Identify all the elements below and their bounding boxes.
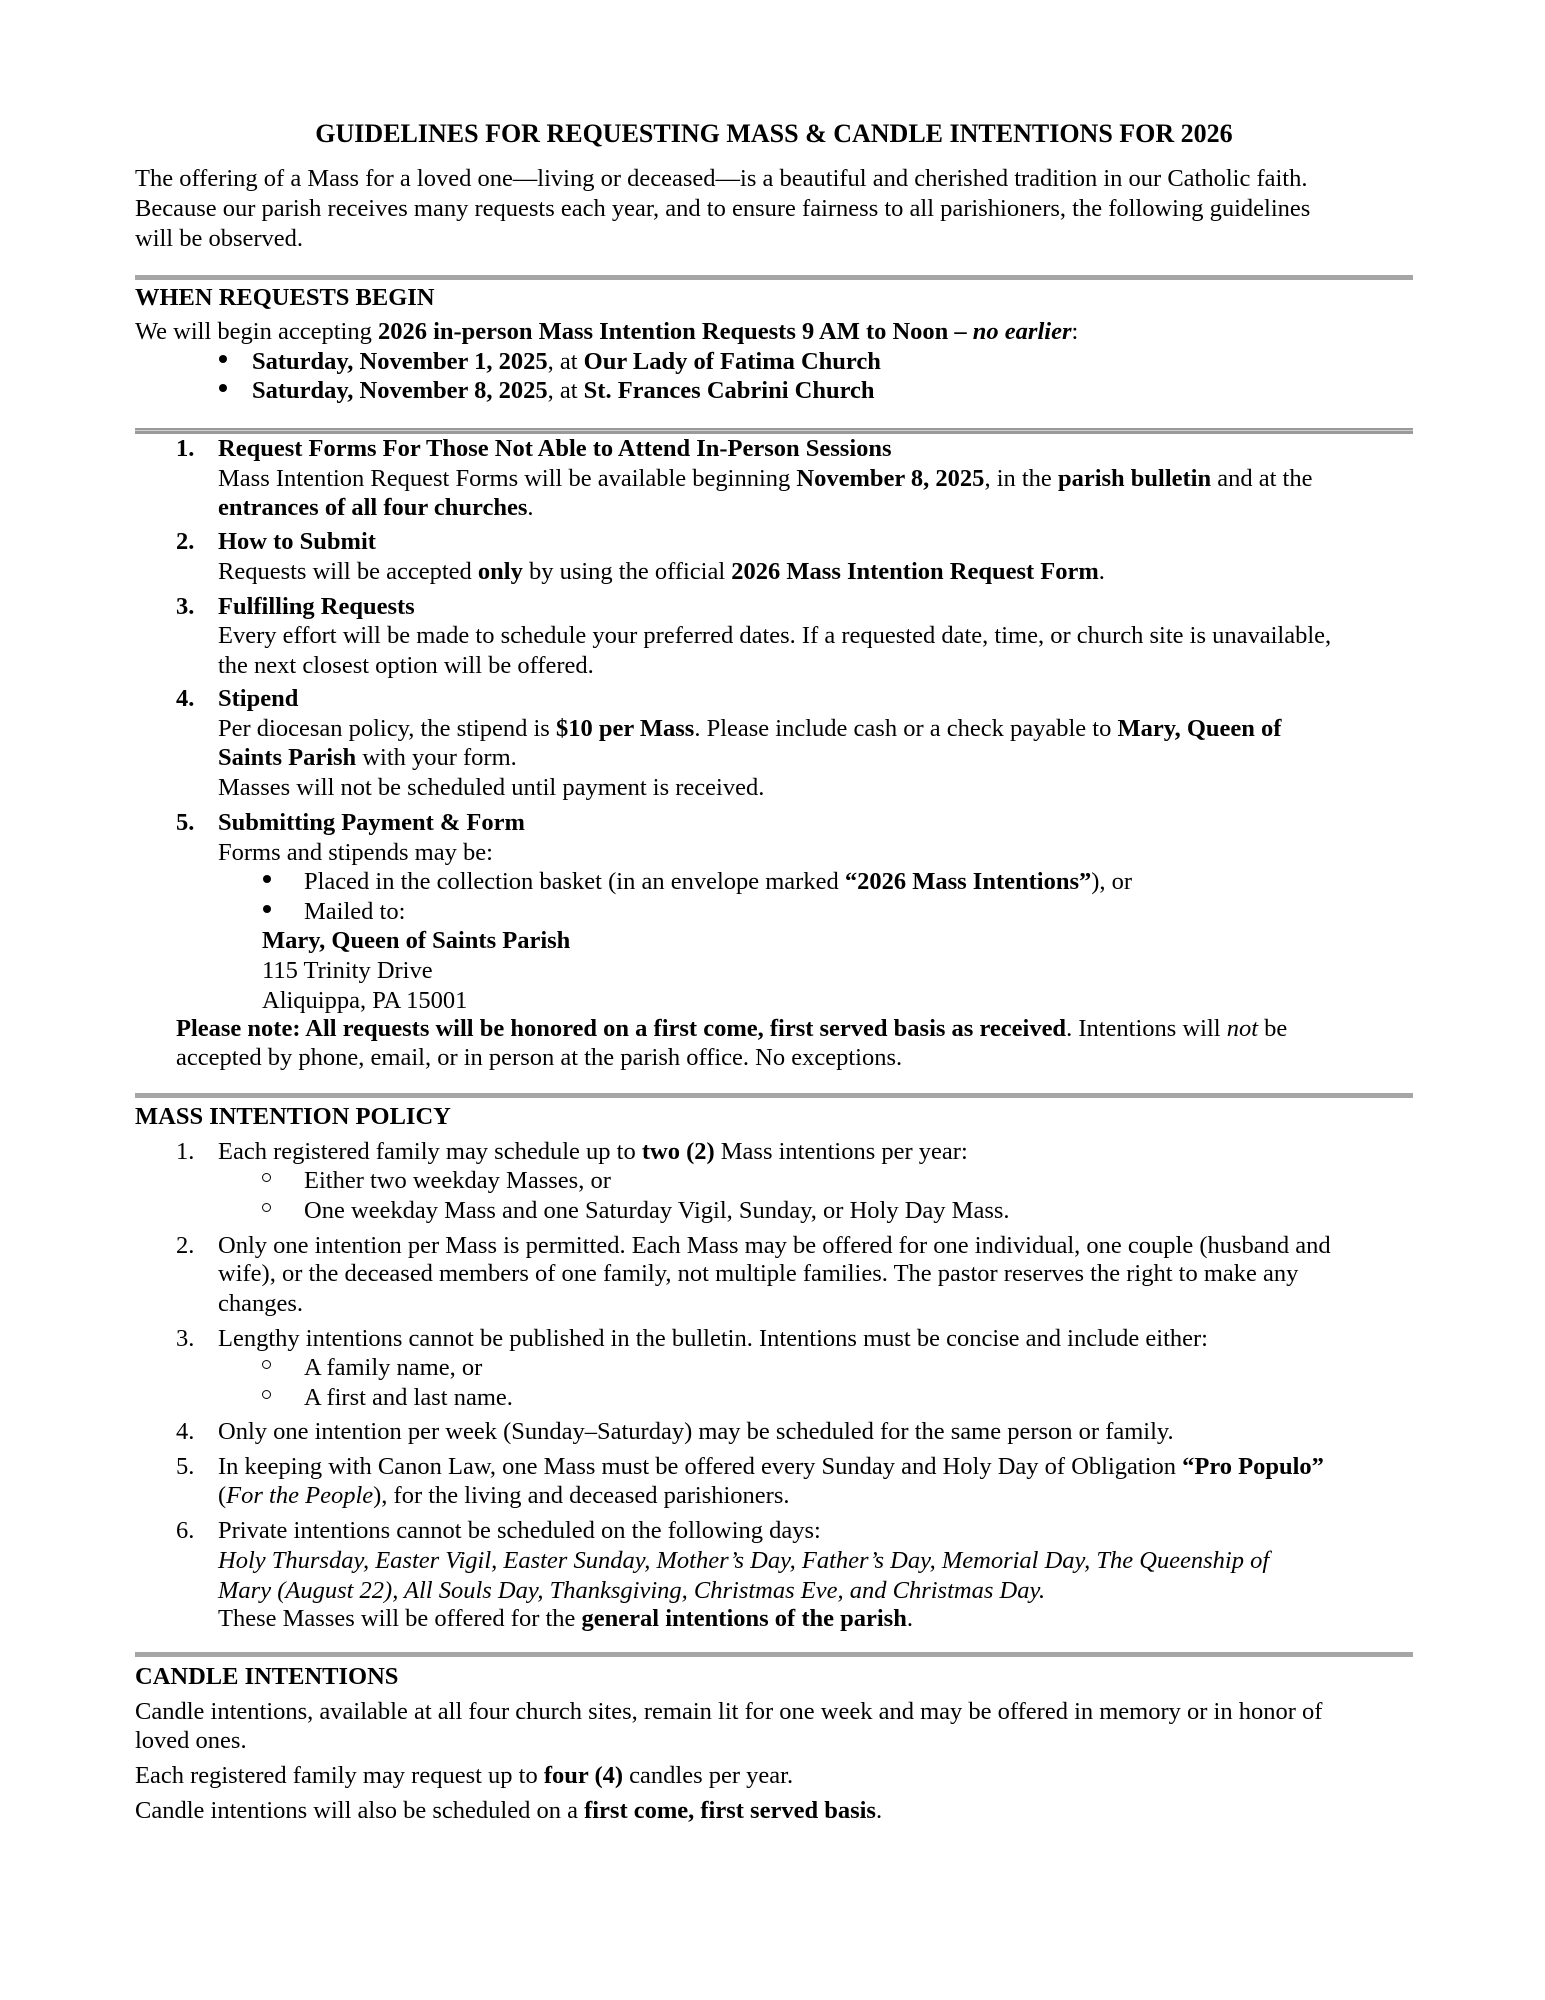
text-run: Forms and stipends may be: (218, 839, 493, 866)
text-run: : (1071, 318, 1079, 345)
step-line (218, 651, 594, 681)
candle-line (135, 1796, 882, 1826)
text-run: Saints Parish (218, 744, 357, 771)
step-number: 5. (176, 809, 195, 836)
text-run: loved ones. (135, 1727, 247, 1754)
policy-sub-item: A first and last name. (304, 1384, 513, 1411)
text-run: accepted by phone, email, or in person at the parish office. No exceptions. (176, 1044, 903, 1071)
text-run: wife), or the deceased members of one family, not multiple families. The pastor reserves the right to make any (218, 1260, 1299, 1287)
step-line (218, 493, 534, 523)
step-line (218, 743, 517, 773)
text-run: Mass intentions per year: (714, 1138, 968, 1165)
step-line (218, 714, 1281, 744)
step-line (218, 557, 1105, 587)
policy-sub-item: A family name, or (304, 1354, 483, 1381)
please-note (176, 1043, 902, 1073)
text-run: Saturday, November 8, 2025 (252, 377, 548, 404)
section-divider (135, 1652, 1413, 1657)
text-run: Only one intention per Mass is permitted. Each Mass may be offered for one individual, one couple (husband and (218, 1232, 1331, 1259)
address-city: Aliquippa, PA 15001 (262, 987, 468, 1014)
text-run: entrances of all four churches (218, 494, 528, 521)
text-run: 2026 in-person Mass Intention Requests 9 AM to Noon – (377, 318, 973, 345)
text-run: with your form. (356, 744, 517, 771)
intro-line (135, 164, 1307, 194)
policy-number: 1. (176, 1138, 195, 1165)
section-heading: MASS INTENTION POLICY (135, 1103, 451, 1130)
date-bullet (252, 347, 881, 377)
text-run: “Pro Populo” (1182, 1453, 1324, 1480)
text-run: not (1226, 1015, 1258, 1042)
intro-line (135, 194, 1310, 224)
bullet-icon (219, 384, 227, 392)
step-line (218, 464, 1313, 494)
policy-sub-item: Either two weekday Masses, or (304, 1167, 611, 1194)
text-run: . (1098, 558, 1105, 585)
policy-line (218, 1546, 1269, 1576)
text-run: , at (547, 377, 584, 404)
step-heading: Submitting Payment & Form (218, 809, 525, 836)
payment-option (304, 867, 1132, 897)
text-run: Mailed to: (304, 898, 406, 925)
text-run: Lengthy intentions cannot be published in the bulletin. Intentions must be concise and include either: (218, 1325, 1208, 1352)
text-run: . (527, 494, 534, 521)
policy-line (218, 1259, 1298, 1289)
step-heading: How to Submit (218, 528, 376, 555)
text-run: ), for the living and deceased parishioners. (373, 1482, 790, 1509)
text-run: $10 per Mass (555, 715, 695, 742)
candle-line (135, 1697, 1322, 1727)
text-run: . (906, 1605, 913, 1632)
text-run: changes. (218, 1290, 304, 1317)
date-bullet (252, 376, 875, 406)
step-line (218, 621, 1331, 651)
sub-bullet-icon (262, 1390, 271, 1399)
requests-lead (135, 317, 1078, 347)
policy-number: 3. (176, 1325, 195, 1352)
section-divider (135, 1093, 1413, 1098)
text-run: Holy Thursday, Easter Vigil, Easter Sunday, Mother’s Day, Father’s Day, Memorial Day, The Queenship of (218, 1547, 1270, 1574)
text-run: be (1258, 1015, 1288, 1042)
policy-number: 5. (176, 1453, 195, 1480)
text-run: Per diocesan policy, the stipend is (218, 715, 556, 742)
text-run: Each registered family may request up to (135, 1762, 544, 1789)
step-number: 2. (176, 528, 195, 555)
text-run: Saturday, November 1, 2025 (252, 348, 548, 375)
payment-option (304, 897, 405, 927)
policy-line (218, 1516, 821, 1546)
policy-number: 4. (176, 1418, 195, 1445)
text-run: , in the (984, 465, 1058, 492)
please-note (176, 1014, 1287, 1044)
text-run: Because our parish receives many requests each year, and to ensure fairness to all parishioners, the following guidelines (135, 195, 1311, 222)
policy-line (218, 1417, 1174, 1447)
text-run: Please note: All requests will be honored on a first come, first served basis as received (176, 1015, 1067, 1042)
text-run: St. Frances Cabrini Church (583, 377, 875, 404)
step-line (218, 838, 493, 868)
text-run: For the People (226, 1482, 374, 1509)
text-run: Candle intentions will also be scheduled on a (135, 1797, 585, 1824)
document-title: GUIDELINES FOR REQUESTING MASS & CANDLE INTENTIONS FOR 2026 (315, 119, 1233, 148)
text-run: Mass Intention Request Forms will be available beginning (218, 465, 797, 492)
policy-line (218, 1324, 1208, 1354)
text-run: parish bulletin (1057, 465, 1212, 492)
policy-line (218, 1576, 1045, 1606)
step-heading: Stipend (218, 685, 299, 712)
text-run: ), or (1091, 868, 1133, 895)
text-run: . Intentions will (1066, 1015, 1227, 1042)
text-run: only (477, 558, 523, 585)
policy-line (218, 1137, 968, 1167)
bullet-icon (219, 355, 227, 363)
policy-number: 6. (176, 1517, 195, 1544)
section-heading: WHEN REQUESTS BEGIN (135, 284, 435, 311)
text-run: , at (547, 348, 584, 375)
text-run: general intentions of the parish (581, 1605, 907, 1632)
candle-line (135, 1726, 247, 1756)
text-run: first come, first served basis (584, 1797, 876, 1824)
text-run: ( (218, 1482, 227, 1509)
text-run: by using the official (522, 558, 732, 585)
text-run: These Masses will be offered for the (218, 1605, 582, 1632)
bullet-icon (263, 905, 271, 913)
policy-line (218, 1604, 913, 1634)
text-run: Mary, Queen of (1117, 715, 1282, 742)
text-run: Our Lady of Fatima Church (583, 348, 881, 375)
text-run: the next closest option will be offered. (218, 652, 594, 679)
text-run: Candle intentions, available at all four church sites, remain lit for one week and may be offered in memory or in honor of (135, 1698, 1323, 1725)
text-run: Requests will be accepted (218, 558, 478, 585)
step-number: 1. (176, 435, 195, 462)
policy-line (218, 1231, 1331, 1261)
step-heading: Request Forms For Those Not Able to Attend In-Person Sessions (218, 435, 892, 462)
text-run: In keeping with Canon Law, one Mass must be offered every Sunday and Holy Day of Obligation (218, 1453, 1183, 1480)
policy-line (218, 1452, 1324, 1482)
text-run: . (875, 1797, 883, 1824)
text-run: Each registered family may schedule up to (218, 1138, 642, 1165)
text-run: and at the (1211, 465, 1313, 492)
text-run: We will begin accepting (135, 318, 378, 345)
bullet-icon (263, 875, 271, 883)
text-run: four (4) (543, 1762, 624, 1789)
sub-bullet-icon (262, 1360, 271, 1369)
candle-line (135, 1761, 793, 1791)
policy-line (218, 1289, 303, 1319)
policy-number: 2. (176, 1232, 195, 1259)
text-run: Private intentions cannot be scheduled on the following days: (218, 1517, 821, 1544)
text-run: Mary (August 22), All Souls Day, Thanksgiving, Christmas Eve, and Christmas Day. (218, 1577, 1046, 1604)
policy-line (218, 1481, 789, 1511)
step-heading: Fulfilling Requests (218, 593, 415, 620)
text-run: no earlier (972, 318, 1072, 345)
text-run: 2026 Mass Intention Request Form (731, 558, 1099, 585)
text-run: will be observed. (135, 225, 304, 252)
text-run: November 8, 2025 (796, 465, 985, 492)
step-number: 3. (176, 593, 195, 620)
policy-sub-item: One weekday Mass and one Saturday Vigil, Sunday, or Holy Day Mass. (304, 1197, 1010, 1224)
text-run: two (2) (641, 1138, 715, 1165)
text-run: Every effort will be made to schedule your preferred dates. If a requested date, time, or church site is unavailable, (218, 622, 1332, 649)
address-street: 115 Trinity Drive (262, 957, 433, 984)
sub-bullet-icon (262, 1173, 271, 1182)
section-heading: CANDLE INTENTIONS (135, 1663, 399, 1690)
step-number: 4. (176, 685, 195, 712)
address-name: Mary, Queen of Saints Parish (262, 927, 571, 954)
sub-bullet-icon (262, 1203, 271, 1212)
intro-line (135, 224, 303, 254)
text-run: The offering of a Mass for a loved one—living or deceased—is a beautiful and cherished tradition in our Catholic faith. (135, 165, 1308, 192)
text-run: candles per year. (623, 1762, 794, 1789)
step-line (218, 773, 764, 803)
text-run: Masses will not be scheduled until payment is received. (218, 774, 765, 801)
text-run: Placed in the collection basket (in an envelope marked (304, 868, 845, 895)
text-run: . Please include cash or a check payable to (694, 715, 1118, 742)
text-run: “2026 Mass Intentions” (844, 868, 1092, 895)
text-run: Only one intention per week (Sunday–Saturday) may be scheduled for the same person or family. (218, 1418, 1174, 1445)
section-divider (135, 275, 1413, 280)
